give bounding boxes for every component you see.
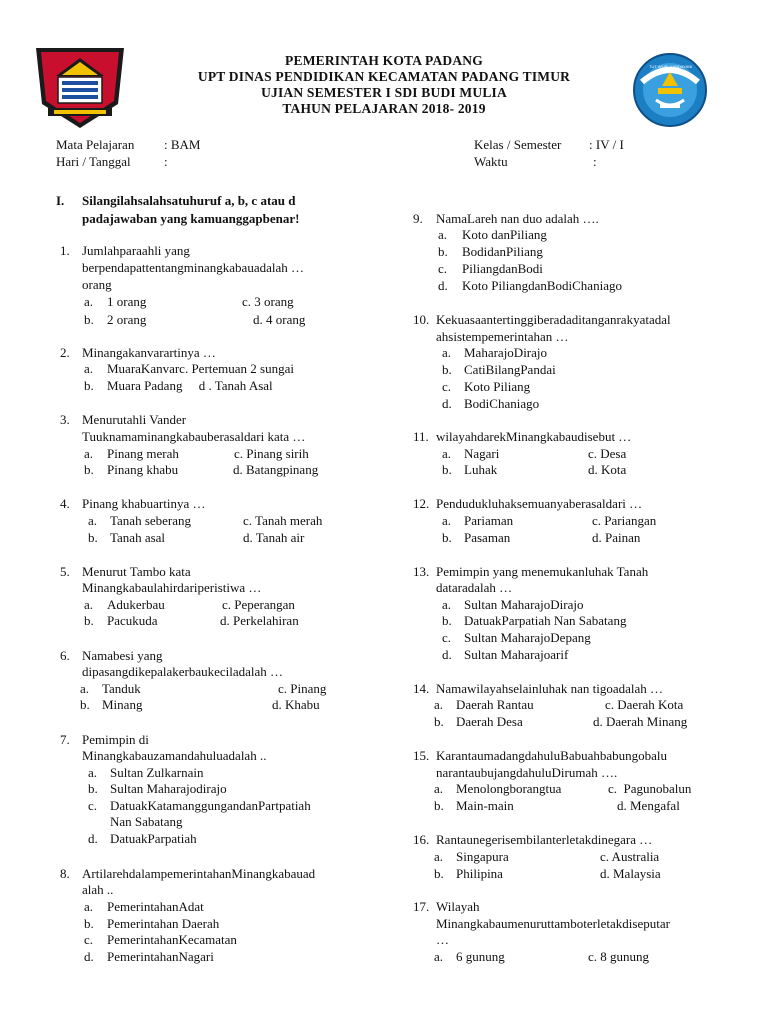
question-text: Menurutahli Vander xyxy=(82,412,187,427)
option-d: BodiChaniago xyxy=(464,396,540,411)
option-letter: b. xyxy=(442,613,452,628)
option-letter: b. xyxy=(442,530,452,545)
option-a: MuaraKanvarc. Pertemuan 2 sungai xyxy=(107,361,294,376)
waktu-label: Waktu xyxy=(474,154,508,169)
option-c: c. Australia xyxy=(600,849,660,864)
question-number: 10. xyxy=(413,312,430,327)
option-letter: c. xyxy=(84,932,94,947)
option-letter: a. xyxy=(438,227,448,242)
option-a: Sultan Zulkarnain xyxy=(110,765,204,780)
option-letter: c. xyxy=(88,798,98,813)
question-text: Pendudukluhaksemuanyaberasaldari … xyxy=(436,496,643,511)
option-c: c. 8 gunung xyxy=(588,949,650,964)
option-d: d. Batangpinang xyxy=(233,462,319,477)
option-letter: b. xyxy=(434,798,444,813)
question-number: 17. xyxy=(413,899,430,914)
option-b: DatuakParpatiah Nan Sabatang xyxy=(464,613,627,628)
option-d: d. Malaysia xyxy=(600,866,661,881)
option-b: Pemerintahan Daerah xyxy=(107,916,220,931)
kelas-label: Kelas / Semester xyxy=(474,137,562,152)
option-letter: a. xyxy=(88,513,98,528)
question-text: Menurut Tambo kata xyxy=(82,564,191,579)
question-number: 8. xyxy=(60,866,70,881)
option-d: DatuakParpatiah xyxy=(110,831,197,846)
option-letter: a. xyxy=(434,697,444,712)
option-c: PemerintahanKecamatan xyxy=(107,932,237,947)
option-a: Tanduk xyxy=(102,681,141,696)
option-c: c. Daerah Kota xyxy=(605,697,684,712)
question-number: 16. xyxy=(413,832,430,847)
header-line-2: UPT DINAS PENDIDIKAN KECAMATAN PADANG TIMUR xyxy=(197,69,571,84)
question-text: dipasangdikepalakerbaukeciladalah … xyxy=(82,664,284,679)
option-b: Muara Padang d . Tanah Asal xyxy=(107,378,273,393)
option-letter: a. xyxy=(434,781,444,796)
question-text: berpendapattentangminangkabauadalah … xyxy=(82,260,304,275)
option-b: Tanah asal xyxy=(110,530,166,545)
question-number: 15. xyxy=(413,748,430,763)
option-c: Sultan MaharajoDepang xyxy=(464,630,591,645)
option-letter: b. xyxy=(434,714,444,729)
hari-label: Hari / Tanggal xyxy=(56,154,131,169)
option-letter: d. xyxy=(438,278,448,293)
option-letter: c. xyxy=(438,261,448,276)
option-a: Sultan MaharajoDirajo xyxy=(464,597,584,612)
kelas-value: : IV / I xyxy=(589,137,624,152)
question-text: Pemimpin di xyxy=(82,732,149,747)
option-letter: b. xyxy=(434,866,444,881)
option-letter: b. xyxy=(88,530,98,545)
option-a: Adukerbau xyxy=(107,597,165,612)
option-b: Pinang khabu xyxy=(107,462,179,477)
question-number: 4. xyxy=(60,496,70,511)
question-text: Minangkabaulahirdariperistiwa … xyxy=(82,580,262,595)
option-c: c. Pariangan xyxy=(592,513,657,528)
option-letter: c. xyxy=(442,630,452,645)
option-a: Pariaman xyxy=(464,513,514,528)
mapel-label: Mata Pelajaran xyxy=(56,137,135,152)
option-letter: d. xyxy=(442,396,452,411)
question-text: Minangakanvarartinya … xyxy=(82,345,216,360)
question-number: 9. xyxy=(413,211,423,226)
option-c: c. Peperangan xyxy=(222,597,295,612)
option-letter: d. xyxy=(88,831,98,846)
option-d: d. Tanah air xyxy=(243,530,305,545)
question-number: 13. xyxy=(413,564,430,579)
option-c: c. Pinang xyxy=(278,681,327,696)
question-number: 3. xyxy=(60,412,70,427)
option-d: Sultan Maharajoarif xyxy=(464,647,569,662)
question-text: Rantaunegerisembilanterletakdinegara … xyxy=(436,832,653,847)
option-c: c. Pinang sirih xyxy=(234,446,309,461)
option-letter: a. xyxy=(442,446,452,461)
option-letter: a. xyxy=(84,597,94,612)
question-text: Namawilayahselainluhak nan tigoadalah … xyxy=(436,681,664,696)
option-letter: b. xyxy=(84,613,94,628)
question-text: dataradalah … xyxy=(436,580,513,595)
question-number: 7. xyxy=(60,732,70,747)
option-b: Main-main xyxy=(456,798,514,813)
option-letter: a. xyxy=(84,899,94,914)
question-text: alah .. xyxy=(82,882,114,897)
section-instruction-1: Silangilahsalahsatuhuruf a, b, c atau d xyxy=(82,193,296,208)
option-letter: a. xyxy=(434,849,444,864)
question-number: 2. xyxy=(60,345,70,360)
question-text: ahsistempemerintahan … xyxy=(436,329,569,344)
question-text: wilayahdarekMinangkabaudisebut … xyxy=(436,429,632,444)
question-text: Tuuknamaminangkabauberasaldari kata … xyxy=(82,429,306,444)
option-b: CatiBilangPandai xyxy=(464,362,556,377)
option-c: c. Tanah merah xyxy=(243,513,323,528)
question-text: ArtilarehdalampemerintahanMinangkabauad xyxy=(82,866,316,881)
option-letter: b. xyxy=(438,244,448,259)
option-letter: b. xyxy=(84,462,94,477)
section-instruction-2: padajawaban yang kamuanggapbenar! xyxy=(82,211,300,226)
option-letter: b. xyxy=(80,697,90,712)
option-b: Philipina xyxy=(456,866,503,881)
option-letter: a. xyxy=(84,361,94,376)
question-text: orang xyxy=(82,277,112,292)
option-d: PemerintahanNagari xyxy=(107,949,214,964)
option-a: MaharajoDirajo xyxy=(464,345,548,360)
option-a: Koto danPiliang xyxy=(462,227,547,242)
option-c: DatuakKatamanggungandanPartpatiah xyxy=(110,798,311,813)
question-text: Pinang khabuartinya … xyxy=(82,496,206,511)
question-text: Wilayah xyxy=(436,899,480,914)
option-c-continued: Nan Sabatang xyxy=(110,814,183,829)
option-c: c. Desa xyxy=(588,446,627,461)
option-b: Sultan Maharajodirajo xyxy=(110,781,227,796)
section-number: I. xyxy=(56,193,65,208)
question-text: … xyxy=(436,932,449,947)
hari-value: : xyxy=(164,154,168,169)
question-number: 5. xyxy=(60,564,70,579)
right-logo-text: TUT WURI HANDAYANI xyxy=(649,64,693,69)
question-number: 14. xyxy=(413,681,430,696)
option-a: 6 gunung xyxy=(456,949,505,964)
option-a: PemerintahanAdat xyxy=(107,899,204,914)
mapel-value: : BAM xyxy=(164,137,201,152)
option-b: 2 orang xyxy=(107,312,147,327)
option-b: Luhak xyxy=(464,462,498,477)
option-letter: a. xyxy=(442,513,452,528)
question-number: 12. xyxy=(413,496,430,511)
question-number: 11. xyxy=(413,429,429,444)
option-a: 1 orang xyxy=(107,294,147,309)
question-text: NamaLareh nan duo adalah …. xyxy=(436,211,599,226)
question-text: Namabesi yang xyxy=(82,648,163,663)
option-letter: a. xyxy=(442,597,452,612)
question-text: narantaubujangdahuluDirumah …. xyxy=(436,765,618,780)
option-letter: b. xyxy=(88,781,98,796)
option-letter: c. xyxy=(442,379,452,394)
option-d: d. 4 orang xyxy=(253,312,306,327)
option-d: d. Mengafal xyxy=(617,798,680,813)
option-letter: b. xyxy=(442,462,452,477)
option-letter: b. xyxy=(84,378,94,393)
question-text: Minangkabauzamandahuluadalah .. xyxy=(82,748,267,763)
option-letter: b. xyxy=(442,362,452,377)
question-text: Minangkabaumenuruttamboterletakdiseputar xyxy=(436,916,670,931)
option-d: d. Perkelahiran xyxy=(220,613,299,628)
option-b: BodidanPiliang xyxy=(462,244,543,259)
option-letter: b. xyxy=(84,312,94,327)
question-text: Kekuasaantertinggiberadaditanganrakyatadal xyxy=(436,312,671,327)
question-text: Pemimpin yang menemukanluhak Tanah xyxy=(436,564,649,579)
option-b: Pasaman xyxy=(464,530,511,545)
option-a: Tanah seberang xyxy=(110,513,192,528)
option-letter: a. xyxy=(434,949,444,964)
option-b: Daerah Desa xyxy=(456,714,523,729)
option-d: d. Daerah Minang xyxy=(593,714,688,729)
option-c: c. 3 orang xyxy=(242,294,294,309)
option-letter: a. xyxy=(88,765,98,780)
option-letter: d. xyxy=(442,647,452,662)
header-line-4: TAHUN PELAJARAN 2018- 2019 xyxy=(282,101,486,116)
option-letter: a. xyxy=(442,345,452,360)
option-d: Koto PiliangdanBodiChaniago xyxy=(462,278,622,293)
option-a: Singapura xyxy=(456,849,509,864)
option-d: d. Painan xyxy=(592,530,641,545)
option-b: Minang xyxy=(102,697,143,712)
question-text: Jumlahparaahli yang xyxy=(82,243,190,258)
question-number: 6. xyxy=(60,648,70,663)
option-c: PiliangdanBodi xyxy=(462,261,543,276)
option-a: Nagari xyxy=(464,446,500,461)
option-c: c. Pagunobalun xyxy=(608,781,692,796)
option-letter: a. xyxy=(80,681,90,696)
option-b: Pacukuda xyxy=(107,613,158,628)
header-line-3: UJIAN SEMESTER I SDI BUDI MULIA xyxy=(261,85,507,100)
option-letter: b. xyxy=(84,916,94,931)
header-line-1: PEMERINTAH KOTA PADANG xyxy=(285,53,483,68)
option-letter: a. xyxy=(84,446,94,461)
option-a: Pinang merah xyxy=(107,446,179,461)
question-text: KarantaumadangdahuluBabuahbabungobalu xyxy=(436,748,668,763)
option-d: d. Kota xyxy=(588,462,627,477)
option-d: d. Khabu xyxy=(272,697,320,712)
option-a: Daerah Rantau xyxy=(456,697,534,712)
option-letter: a. xyxy=(84,294,94,309)
waktu-value: : xyxy=(593,154,597,169)
option-a: Menolongborangtua xyxy=(456,781,562,796)
question-number: 1. xyxy=(60,243,70,258)
option-c: Koto Piliang xyxy=(464,379,531,394)
option-letter: d. xyxy=(84,949,94,964)
